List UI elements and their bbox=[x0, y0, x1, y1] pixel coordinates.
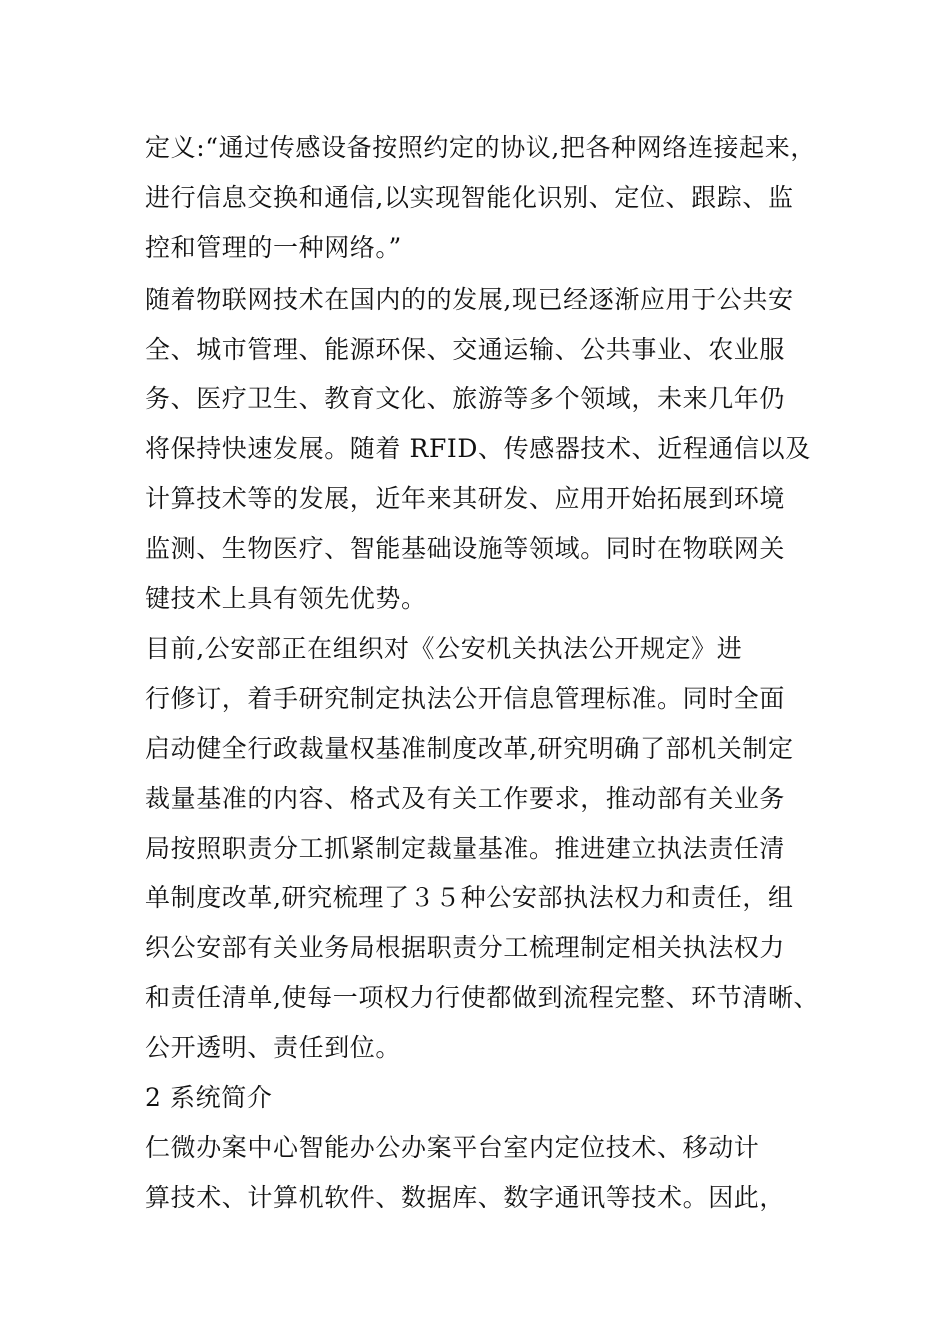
text-line: 和责任清单,使每一项权力行使都做到流程完整、环节清晰、 bbox=[145, 983, 820, 1012]
text-line: 进行信息交换和通信,以实现智能化识别、定位、跟踪、监 bbox=[145, 183, 794, 212]
text-line: 织公安部有关业务局根据职责分工梳理制定相关执法权力 bbox=[145, 933, 786, 962]
text-line: 控和管理的一种网络。” bbox=[145, 233, 402, 262]
text-line: 计算技术等的发展，近年来其研发、应用开始拓展到环境 bbox=[145, 484, 786, 513]
section-heading: 2 系统简介 bbox=[145, 1083, 273, 1112]
text-line: 定义:“通过传感设备按照约定的协议,把各种网络连接起来， bbox=[145, 133, 816, 162]
text-line: 局按照职责分工抓紧制定裁量基准。推进建立执法责任清 bbox=[145, 834, 786, 863]
text-line: 目前,公安部正在组织对《公安机关执法公开规定》进 bbox=[145, 634, 743, 663]
text-line: 监测、生物医疗、智能基础设施等领域。同时在物联网关 bbox=[145, 534, 786, 563]
text-line: 算技术、计算机软件、数据库、数字通讯等技术。因此， bbox=[145, 1183, 786, 1212]
text-line: 公开透明、责任到位。 bbox=[145, 1033, 402, 1062]
text-line: 全、城市管理、能源环保、交通运输、公共事业、农业服 bbox=[145, 335, 786, 364]
text-line: 单制度改革,研究梳理了３５种公安部执法权力和责任，组 bbox=[145, 883, 794, 912]
text-line: 行修订，着手研究制定执法公开信息管理标准。同时全面 bbox=[145, 684, 786, 713]
text-line: 随着物联网技术在国内的的发展,现已经逐渐应用于公共安 bbox=[145, 285, 794, 314]
text-line: 启动健全行政裁量权基准制度改革,研究明确了部机关制定 bbox=[145, 734, 794, 763]
text-line: 务、医疗卫生、教育文化、旅游等多个领域，未来几年仍 bbox=[145, 384, 786, 413]
text-line: 裁量基准的内容、格式及有关工作要求，推动部有关业务 bbox=[145, 784, 786, 813]
text-line: 仁微办案中心智能办公办案平台室内定位技术、移动计 bbox=[145, 1133, 760, 1162]
text-line: 键技术上具有领先优势。 bbox=[145, 584, 427, 613]
text-line: 将保持快速发展。随着 RFID、传感器技术、近程通信以及 bbox=[145, 434, 811, 463]
